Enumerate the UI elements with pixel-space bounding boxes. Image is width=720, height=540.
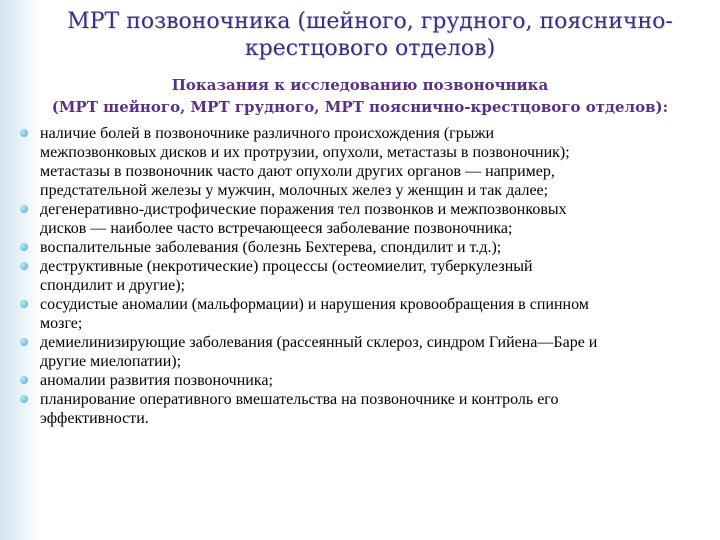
list-item-text: демиелинизирующие заболевания (рассеянный склероз, синдром Гийена—Баре и другие миелопатии); [40, 334, 598, 370]
circle-bullet-icon [20, 300, 28, 308]
list-item [20, 390, 710, 428]
list-item-text: воспалительные заболевания (болезнь Бехтерева, спондилит и т.д.); [40, 239, 502, 256]
list-item [20, 200, 710, 238]
circle-bullet-icon [20, 243, 28, 251]
list-item [20, 295, 710, 333]
list-item-text: аномалии развития позвоночника; [40, 372, 273, 389]
circle-bullet-icon [20, 262, 28, 270]
indications-list [20, 124, 710, 428]
list-item-text: сосудистые аномалии (мальформации) и нарушения кровообращения в спинном мозге; [40, 296, 589, 332]
circle-bullet-icon [20, 129, 28, 137]
list-item-text: планирование оперативного вмешательства на позвоночнике и контроль его эффективности. [40, 391, 559, 427]
circle-bullet-icon [20, 395, 28, 403]
list-item [20, 371, 710, 390]
circle-bullet-icon [20, 338, 28, 346]
list-item [20, 124, 710, 200]
list-item-text: деструктивные (некротические) процессы (остеомиелит, туберкулезный спондилит и другие); [40, 258, 533, 294]
slide-subtitle: Показания к исследованию позвоночника (МРТ шейного, МРТ грудного, МРТ пояснично-крестцового отделов): [51, 76, 669, 116]
circle-bullet-icon [20, 376, 28, 384]
circle-bullet-icon [20, 205, 28, 213]
list-item-text: дегенеративно-дистрофические поражения тел позвонков и межпозвонковых дисков — наиболее часто встречающееся заболевание позвоночника; [40, 201, 567, 237]
list-item [20, 257, 710, 295]
list-item-text: наличие болей в позвоночнике различного происхождения (грыжи межпозвонковых дисков и их протрузии, опухоли, метастазы в позвоночник); метастазы в позвоночник часто дают опухоли других органов — например, предстательной железы у мужчин, молочных желез у женщин и так далее; [40, 125, 570, 199]
list-item [20, 333, 710, 371]
slide-title: МРТ позвоночника (шейного, грудного, пояснично- крестцового отделов) [67, 9, 673, 61]
list-item [20, 238, 710, 257]
